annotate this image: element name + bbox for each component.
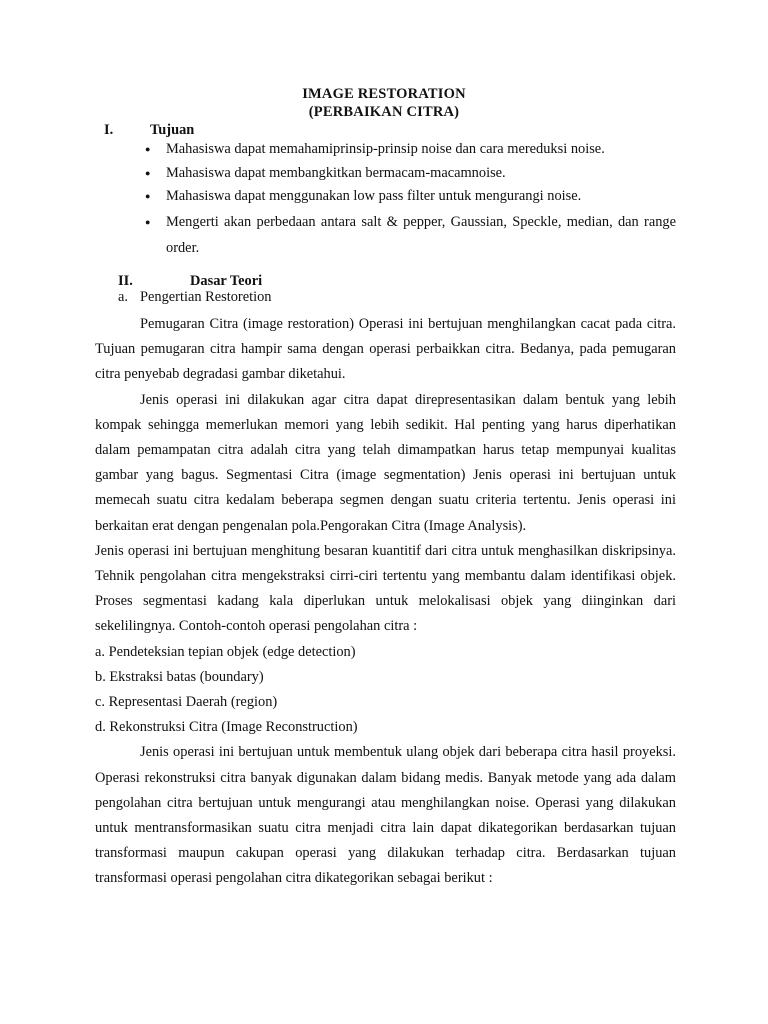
paragraph: Pemugaran Citra (image restoration) Operasi ini bertujuan menghilangkan cacat pada citra. Tujuan pemugaran citra hampir sama dengan operasi perbaikkan citra. Bedanya, pada pemugaran citra penyebab degradasi gambar diketahui. xyxy=(95,316,676,383)
list-item: c. Representasi Daerah (region) xyxy=(95,694,278,711)
list-item: ● Mahasiswa dapat membangkitkan bermacam-macamnoise. xyxy=(141,162,676,186)
paragraph: Jenis operasi ini bertujuan untuk membentuk ulang objek dari beberapa citra hasil proyeksi. Operasi rekonstruksi citra banyak digunakan dalam bidang medis. Banyak metode yang ada dalam pengolahan citra bertujuan untuk mengurangi atau menghilangkan noise. Operasi yang dilakukan untuk mentransformasikan suatu citra menjadi citra lain dapat dikategorikan berdasarkan tujuan transformasi maupun cakupan operasi yang dilakukan terhadap citra. Berdasarkan tujuan transformasi operasi pengolahan citra dikategorikan sebagai berikut : xyxy=(95,744,676,887)
section-heading-tujuan xyxy=(104,122,194,139)
subsection-heading xyxy=(118,289,271,306)
body-text xyxy=(95,312,676,892)
list-item: ● Mahasiswa dapat memahamiprinsip-prinsip noise dan cara mereduksi noise. xyxy=(141,138,676,162)
subsection-marker: a. xyxy=(118,289,128,305)
section-number: II. xyxy=(118,273,133,289)
paragraph: Jenis operasi ini dilakukan agar citra dapat direpresentasikan dalam bentuk yang lebih kompak sehingga memerlukan memori yang lebih sedikit. Hal penting yang harus diperhatikan dalam pemampatan citra adalah citra yang telah dimampatkan harus tetap mempunyai kualitas gambar yang bagus. Segmentasi Citra (image segmentation) Jenis operasi ini bertujuan untuk memecah suatu citra kedalam beberapa segmen dengan suatu criteria tertentu. Jenis operasi ini berkaitan erat dengan pengenalan pola.Pengorakan Citra (Image Analysis). xyxy=(95,391,676,534)
objectives-list xyxy=(141,138,676,261)
list-item: ● Mengerti akan perbedaan antara salt & pepper, Gaussian, Speckle, median, dan range order. xyxy=(141,209,676,261)
list-item: d. Rekonstruksi Citra (Image Reconstruction) xyxy=(95,719,358,736)
section-title: Tujuan xyxy=(150,122,195,138)
list-item: b. Ekstraksi batas (boundary) xyxy=(95,668,264,685)
section-title: Dasar Teori xyxy=(190,273,263,289)
list-item: ● Mahasiswa dapat menggunakan low pass filter untuk mengurangi noise. xyxy=(141,185,676,209)
list-item: a. Pendeteksian tepian objek (edge detection) xyxy=(95,643,356,660)
section-number: I. xyxy=(104,122,114,138)
document-title: IMAGE RESTORATION xyxy=(302,86,466,102)
section-heading-dasar-teori xyxy=(118,273,262,290)
document-subtitle: (PERBAIKAN CITRA) xyxy=(308,104,460,120)
subsection-title: Pengertian Restoretion xyxy=(140,289,272,305)
paragraph: Jenis operasi ini bertujuan menghitung besaran kuantitif dari citra untuk menghasilkan diskripsinya. Tehnik pengolahan citra mengekstraksi cirri-ciri tertentu yang membantu dalam identifikasi objek. Proses segmentasi kadang kala diperlukan untuk melokalisasi objek yang diinginkan dari sekelilingnya. Contoh-contoh operasi pengolahan citra : xyxy=(95,542,676,635)
